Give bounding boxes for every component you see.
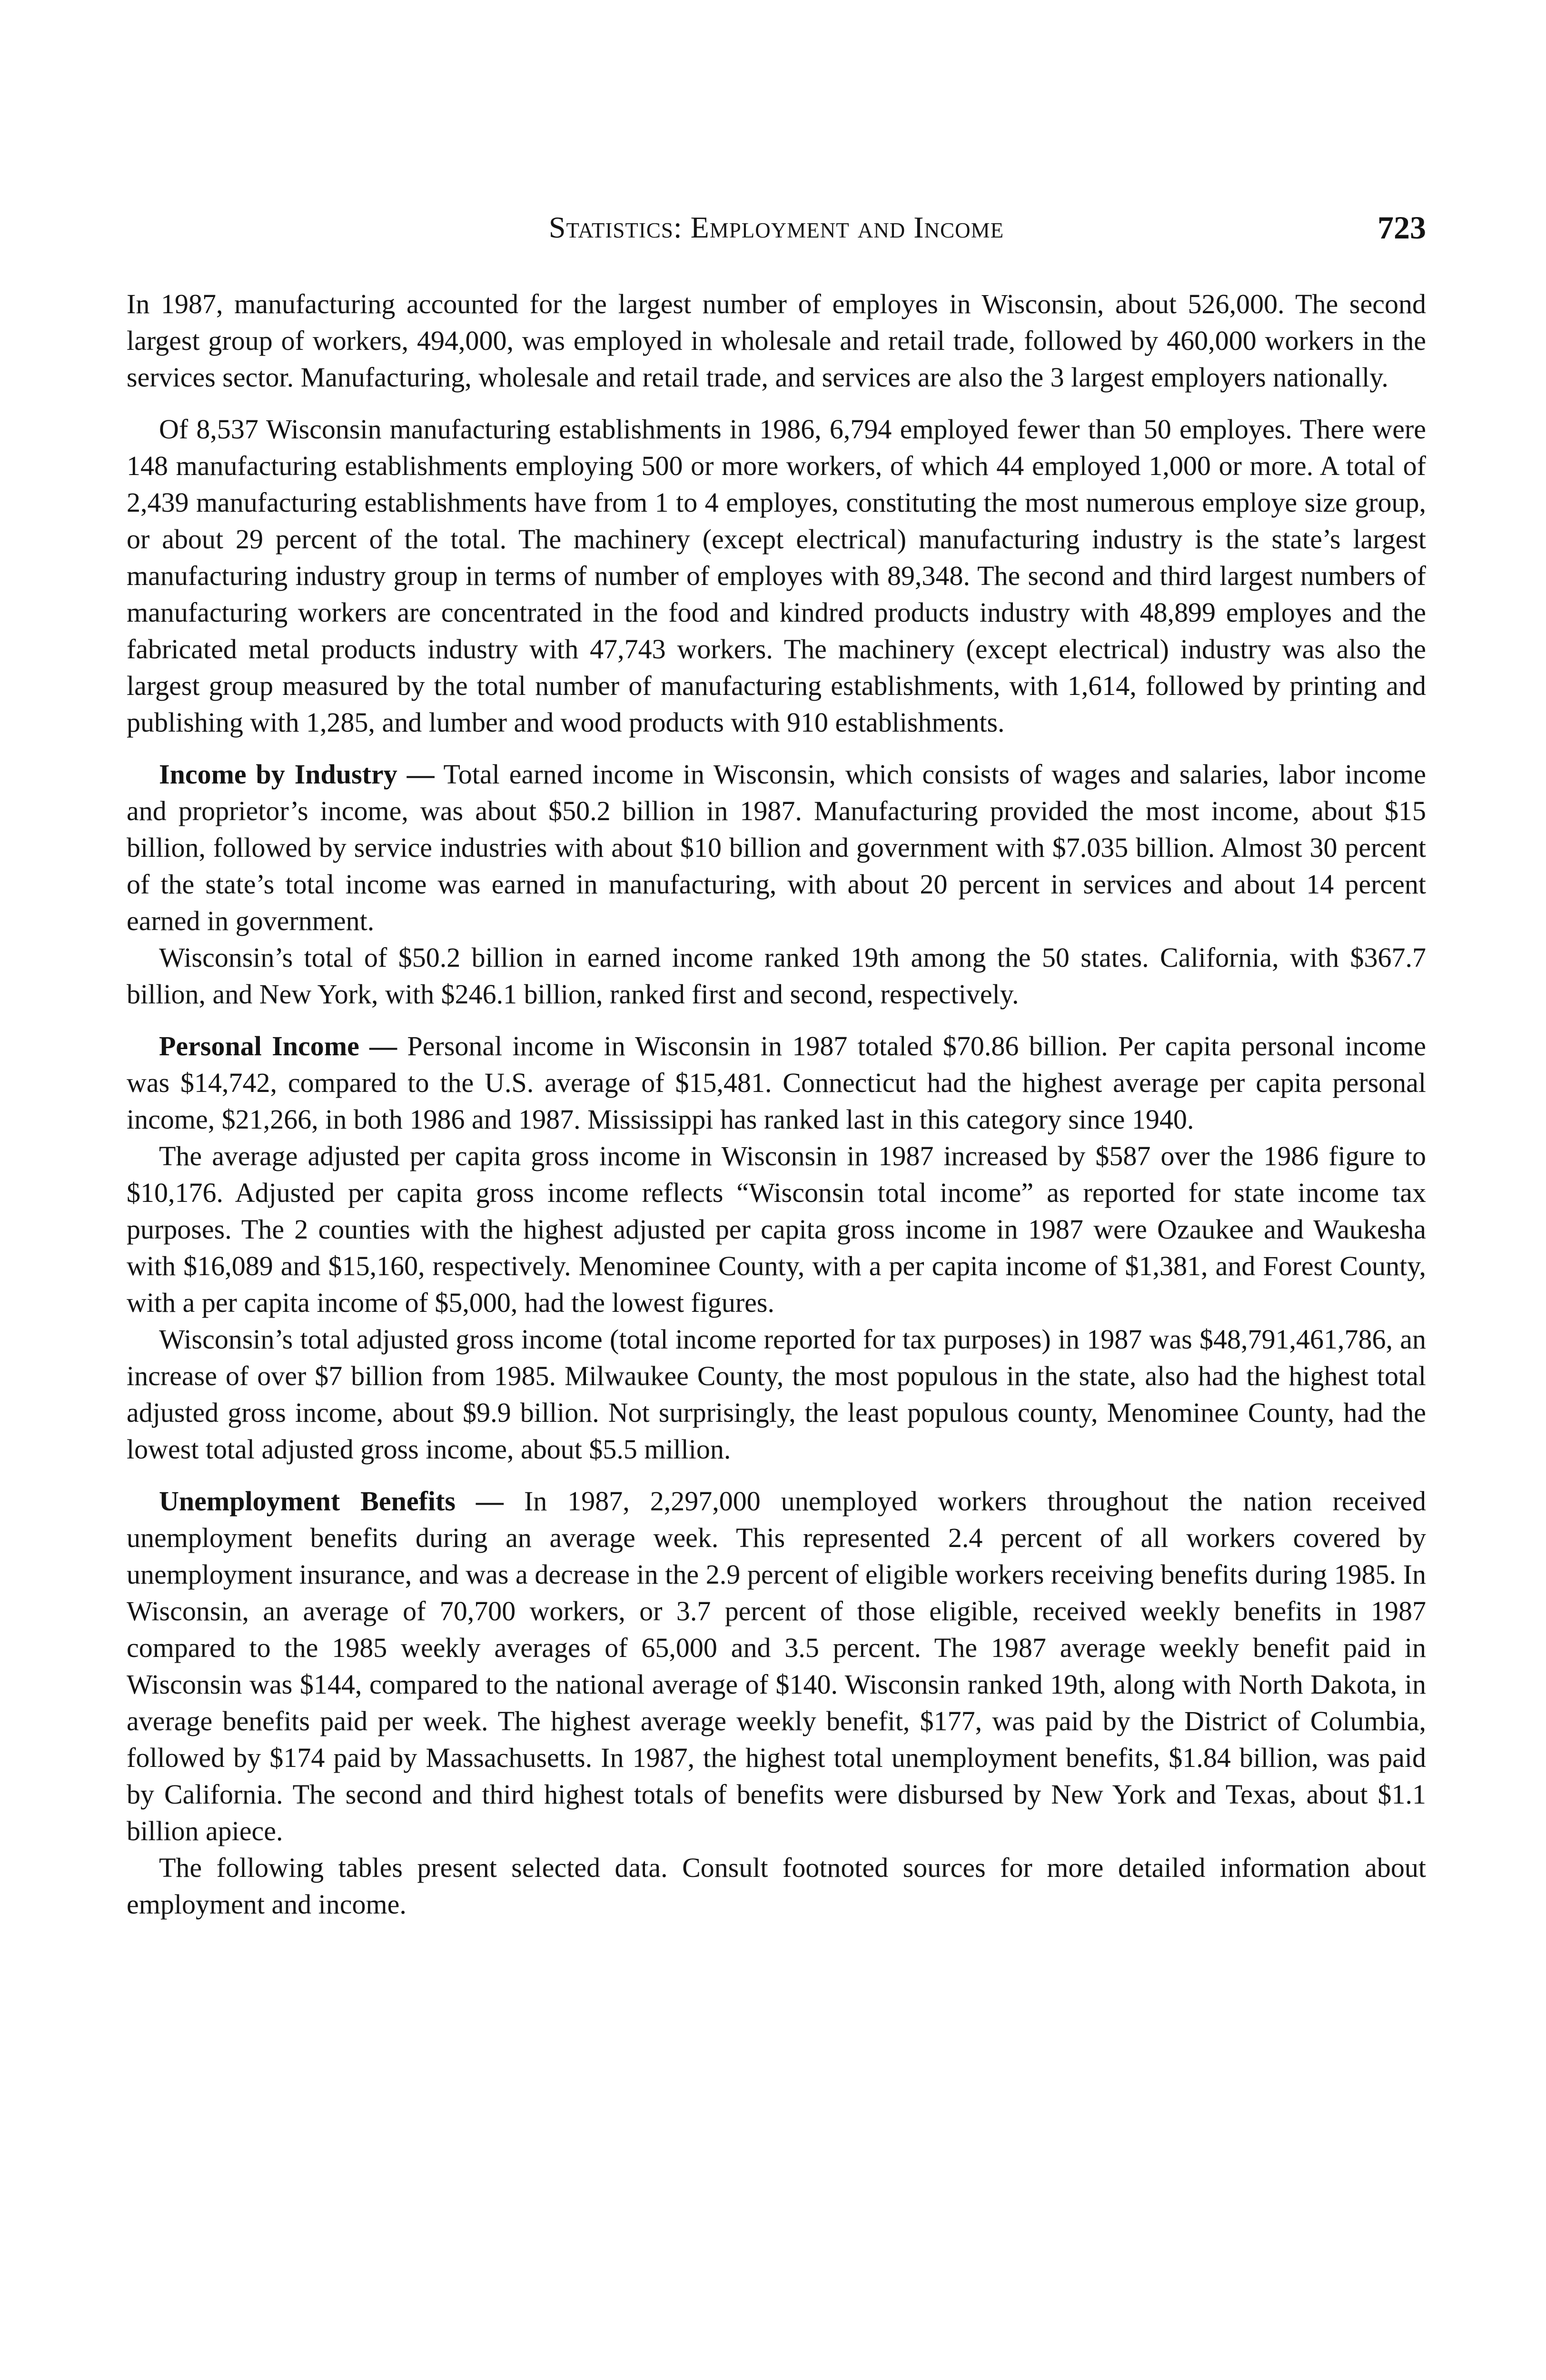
running-title: Statistics: Employment and Income <box>548 210 1004 244</box>
paragraph-unemployment-benefits <box>127 1483 1426 1849</box>
paragraph-tables-note: The following tables present selected data. Consult footnoted sources for more detailed information about employment and income. <box>127 1852 1426 1920</box>
unemployment-benefits-text: In 1987, 2,297,000 unemployed workers throughout the nation received unemployment benefits during an average week. This represented 2.4 percent of all workers covered by unemployment insurance, and was a decrease in the 2.9 percent of eligible workers receiving benefits during 1985. In Wisconsin, an average of 70,700 workers, or 3.7 percent of those eligible, received weekly benefits in 1987 compared to the 1985 weekly averages of 65,000 and 3.5 percent. The 1987 average weekly benefit paid in Wisconsin was $144, compared to the national average of $140. Wisconsin ranked 19th, along with North Dakota, in average benefits paid per week. The highest average weekly benefit, $177, was paid by the District of Columbia, followed by $174 paid by Massachusetts. In 1987, the highest total unemployment benefits, $1.84 billion, was paid by California. The second and third highest totals of benefits were disbursed by New York and Texas, about $1.1 billion apiece. <box>127 1486 1427 1846</box>
personal-income-heading: Personal Income — <box>159 1031 397 1061</box>
page-number: 723 <box>1378 209 1426 246</box>
unemployment-benefits-heading: Unemployment Benefits — <box>159 1486 504 1517</box>
income-by-industry-text: Total earned income in Wisconsin, which consists of wages and salaries, labor income and proprietor’s income, was about $50.2 billion in 1987. Manufacturing provided the most income, about $15 billion, followed by service industries with about $10 billion and government with $7.035 billion. Almost 30 percent of the state’s total income was earned in manufacturing, with about 20 percent in services and about 14 percent earned in government. <box>127 759 1426 936</box>
income-by-industry-heading: Income by Industry — <box>159 759 435 790</box>
paragraph-personal-income <box>127 1028 1426 1138</box>
paragraph-adjusted-gross-income: Wisconsin’s total adjusted gross income (total income reported for tax purposes) in 1987 was $48,791,461,786, an increase of over $7 billion from 1985. Milwaukee County, the most populous in the state, also had the highest total adjusted gross income, about $9.9 billion. Not surprisingly, the least populous county, Menominee County, had the lowest total adjusted gross income, about $5.5 million. <box>127 1324 1426 1465</box>
paragraph-income-by-industry <box>127 756 1426 939</box>
body-text <box>127 286 1426 1923</box>
paragraph-employment-overview: In 1987, manufacturing accounted for the largest number of employes in Wisconsin, about 526,000. The second largest group of workers, 494,000, was employed in wholesale and retail trade, followed by 460,000 workers in the services sector. Manufacturing, wholesale and retail trade, and services are also the 3 largest employers nationally. <box>127 288 1426 393</box>
running-head <box>127 204 1426 251</box>
paragraph-manufacturing-establishments: Of 8,537 Wisconsin manufacturing establishments in 1986, 6,794 employed fewer than 50 employes. There were 148 manufacturing establishments employing 500 or more workers, of which 44 employed 1,000 or more. A total of 2,439 manufacturing establishments have from 1 to 4 employes, constituting the most numerous employe size group, or about 29 percent of the total. The machinery (except electrical) manufacturing industry is the state’s largest manufacturing industry group in terms of number of employes with 89,348. The second and third largest numbers of manufacturing workers are concentrated in the food and kindred products industry with 48,899 employes and the fabricated metal products industry with 47,743 workers. The machinery (except electrical) industry was also the largest group measured by the total number of manufacturing establishments, with 1,614, followed by printing and publishing with 1,285, and lumber and wood products with 910 establishments. <box>127 414 1426 738</box>
personal-income-text: Personal income in Wisconsin in 1987 totaled $70.86 billion. Per capita personal income was $14,742, compared to the U.S. average of $15,481. Connecticut had the highest average per capita personal income, $21,266, in both 1986 and 1987. Mississippi has ranked last in this category since 1940. <box>127 1031 1426 1135</box>
paragraph-adjusted-per-capita-income: The average adjusted per capita gross income in Wisconsin in 1987 increased by $587 over the 1986 figure to $10,176. Adjusted per capita gross income reflects “Wisconsin total income” as reported for state income tax purposes. The 2 counties with the highest adjusted per capita gross income in 1987 were Ozaukee and Waukesha with $16,089 and $15,160, respectively. Menominee County, with a per capita income of $1,381, and Forest County, with a per capita income of $5,000, had the lowest figures. <box>127 1140 1426 1318</box>
paragraph-earned-income-rank: Wisconsin’s total of $50.2 billion in earned income ranked 19th among the 50 states. California, with $367.7 billion, and New York, with $246.1 billion, ranked first and second, respectively. <box>127 942 1426 1010</box>
